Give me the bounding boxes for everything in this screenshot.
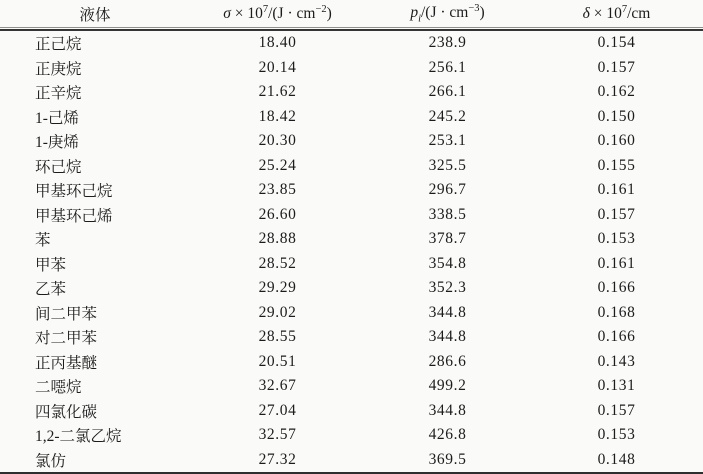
delta-value-cell: 0.160 [597,132,636,150]
sigma-value-cell: 18.42 [258,107,297,125]
delta-value-cell: 0.157 [597,58,636,76]
pi-value-cell: 352.3 [428,279,467,297]
pi-value-cell: 344.8 [428,328,467,346]
liquid-name-cell: 正辛烷 [35,85,82,103]
delta-value-cell: 0.157 [597,205,636,223]
delta-value-cell: 0.166 [597,328,636,346]
column-header-sigma [190,4,365,23]
sigma-value-cell: 23.85 [258,181,297,199]
pi-value-cell: 354.8 [428,254,467,272]
sigma-value-cell: 20.30 [258,132,297,150]
delta-value-cell: 0.161 [597,181,636,199]
delta-value-cell: 0.157 [597,401,636,419]
table-row [0,325,703,350]
sigma-unit-part: /(J · cm [268,5,316,23]
pi-value-cell: 286.6 [428,352,467,370]
sigma-value-cell: 25.24 [258,156,297,174]
delta-value-cell: 0.148 [597,450,636,468]
table-row [0,350,703,375]
table-row [0,56,703,81]
sigma-value-cell: 32.67 [258,377,297,395]
pi-subscript: i [418,13,421,25]
table-row [0,276,703,301]
table-row [0,178,703,203]
delta-unit-part: /cm [627,5,651,23]
liquid-name-cell: 甲基环己烷 [35,183,113,201]
table-row [0,105,703,130]
sigma-unit-part: ) [326,5,332,23]
column-header-pi [365,3,530,24]
pi-value-cell: 325.5 [428,156,467,174]
liquid-name-cell: 间二甲苯 [35,305,98,323]
liquid-name-cell: 氯仿 [35,452,67,470]
delta-value-cell: 0.154 [597,34,636,52]
sigma-value-cell: 27.04 [258,401,297,419]
column-header-liquid: 液体 [79,6,111,24]
liquid-name-cell: 环己烷 [35,158,82,176]
table-row [0,423,703,448]
delta-value-cell: 0.161 [597,254,636,272]
pi-value-cell: 344.8 [428,401,467,419]
sigma-value-cell: 28.52 [258,254,297,272]
delta-value-cell: 0.162 [597,83,636,101]
delta-value-cell: 0.168 [597,303,636,321]
pi-value-cell: 499.2 [428,377,467,395]
column-header-delta [530,4,703,23]
sigma-value-cell: 29.29 [258,279,297,297]
pi-unit-part: ) [479,4,485,22]
sigma-value-cell: 20.14 [258,58,297,76]
delta-symbol: δ [582,5,590,23]
pi-unit-exponent: −3 [468,2,480,14]
delta-value-cell: 0.153 [597,230,636,248]
pi-value-cell: 378.7 [428,230,467,248]
sigma-value-cell: 32.57 [258,426,297,444]
pi-symbol: p [410,4,419,22]
table-row [0,80,703,105]
sigma-value-cell: 28.55 [258,328,297,346]
liquid-name-cell: 甲苯 [35,256,67,274]
table-row [0,154,703,179]
table-row [0,227,703,252]
table-row [0,129,703,154]
sigma-exponent: 7 [262,3,269,15]
table-row [0,301,703,326]
liquid-name-cell: 对二甲苯 [35,330,98,348]
table-row [0,448,703,473]
liquid-name-cell: 正庚烷 [35,60,82,78]
sigma-unit-exponent: −2 [315,3,327,15]
sigma-value-cell: 26.60 [258,205,297,223]
table-row [0,399,703,424]
pi-value-cell: 245.2 [428,107,467,125]
pi-value-cell: 253.1 [428,132,467,150]
table-row [0,252,703,277]
delta-value-cell: 0.143 [597,352,636,370]
table-row [0,374,703,399]
pi-value-cell: 296.7 [428,181,467,199]
sigma-value-cell: 21.62 [258,83,297,101]
table-row [0,31,703,56]
pi-value-cell: 238.9 [428,34,467,52]
delta-value-cell: 0.166 [597,279,636,297]
liquid-name-cell: 1,2-二氯乙烷 [35,428,122,446]
pi-value-cell: 426.8 [428,426,467,444]
pi-value-cell: 369.5 [428,450,467,468]
pi-unit-part: /(J · cm [420,4,469,22]
pi-value-cell: 344.8 [428,303,467,321]
liquid-name-cell: 1-庚烯 [35,134,79,152]
liquid-name-cell: 四氯化碳 [35,403,98,421]
liquid-name-cell: 1-己烯 [35,109,79,127]
sigma-value-cell: 27.32 [258,450,297,468]
delta-unit-part: × 10 [589,5,622,23]
table-header-row [0,0,703,27]
delta-value-cell: 0.131 [597,377,636,395]
liquid-name-cell: 甲基环己烯 [35,207,113,225]
delta-exponent: 7 [621,3,628,15]
sigma-symbol: σ [223,5,231,23]
pi-value-cell: 338.5 [428,205,467,223]
table-row [0,203,703,228]
sigma-value-cell: 18.40 [258,34,297,52]
pi-value-cell: 256.1 [428,58,467,76]
delta-value-cell: 0.150 [597,107,636,125]
delta-value-cell: 0.155 [597,156,636,174]
sigma-value-cell: 28.88 [258,230,297,248]
liquid-name-cell: 正丙基醚 [35,354,98,372]
sigma-unit-part: × 10 [230,5,263,23]
sigma-value-cell: 29.02 [258,303,297,321]
liquid-name-cell: 苯 [35,232,51,250]
liquid-name-cell: 二噁烷 [35,379,82,397]
liquid-name-cell: 正己烷 [35,36,82,54]
table-body [0,31,703,472]
liquid-name-cell: 乙苯 [35,281,67,299]
delta-value-cell: 0.153 [597,426,636,444]
sigma-value-cell: 20.51 [258,352,297,370]
pi-value-cell: 266.1 [428,83,467,101]
